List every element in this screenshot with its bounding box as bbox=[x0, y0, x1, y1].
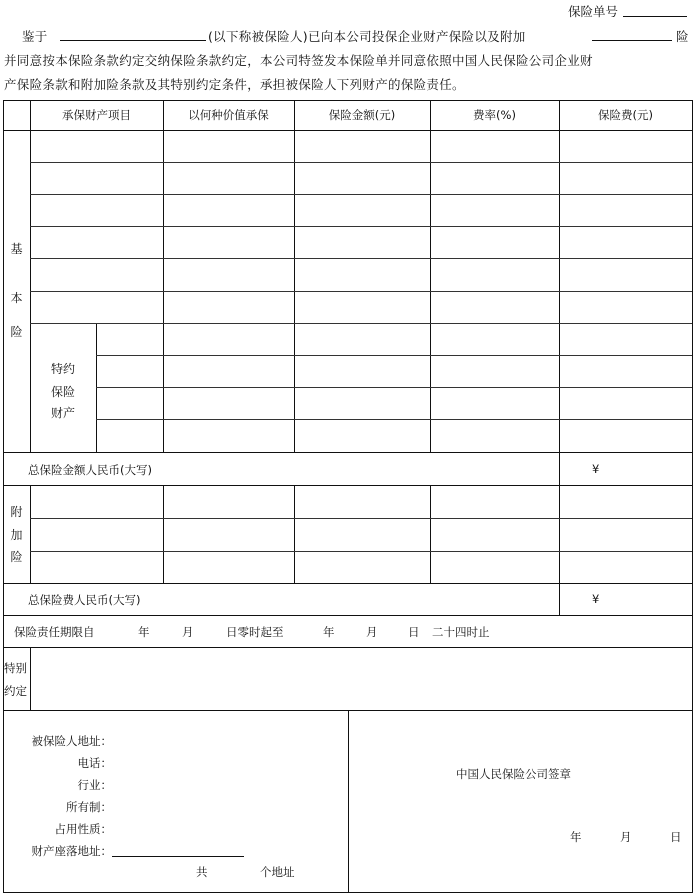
col-line-1 bbox=[163, 100, 164, 452]
header-row-bottom bbox=[3, 130, 692, 131]
table-border-right bbox=[692, 100, 693, 893]
address-count-label: 个地址 bbox=[260, 865, 295, 879]
basic-row-line bbox=[30, 323, 692, 324]
additional-label-1: 附 bbox=[10, 505, 23, 519]
additional-label-2: 加 bbox=[10, 528, 23, 542]
basic-row-line bbox=[30, 226, 692, 227]
col-line-3 bbox=[430, 100, 431, 452]
basic-label-2: 本 bbox=[10, 291, 23, 305]
total-count-label: 共 bbox=[196, 865, 208, 879]
basic-row-line bbox=[30, 194, 692, 195]
insured-address-label: 被保险人地址： bbox=[31, 734, 112, 748]
total-premium-row-bottom bbox=[3, 615, 692, 616]
ownership-label: 所有制： bbox=[66, 800, 112, 814]
footer-divider bbox=[348, 710, 349, 892]
basic-label-3: 险 bbox=[10, 325, 23, 339]
col-header-insured-amount: 保险金额(元) bbox=[328, 108, 396, 122]
period-month2: 月 bbox=[366, 625, 378, 639]
special-label-3: 财产 bbox=[50, 406, 75, 420]
total-premium-divider bbox=[559, 583, 560, 615]
property-location-label: 财产座落地址： bbox=[31, 844, 112, 858]
basic-row-line bbox=[30, 258, 692, 259]
table-top-border bbox=[3, 100, 692, 101]
total-premium-label: 总保险费人民币(大写) bbox=[28, 593, 141, 607]
table-bottom-border bbox=[3, 892, 692, 893]
additional-insurance-blank[interactable] bbox=[592, 40, 672, 41]
basic-section-bottom bbox=[3, 452, 692, 453]
period-month1: 月 bbox=[182, 625, 194, 639]
col-header-value-basis: 以何种价值承保 bbox=[188, 108, 269, 122]
property-location-blank[interactable] bbox=[112, 856, 244, 857]
table-border-left bbox=[3, 100, 4, 893]
total-premium-yen: ¥ bbox=[592, 592, 600, 606]
col-header-premium: 保险费(元) bbox=[598, 108, 653, 122]
intro-line3: 产保险条款和附加险条款及其特别约定条件，承担被保险人下列财产的保险责任。 bbox=[4, 77, 465, 92]
special-label-2: 保险 bbox=[50, 385, 75, 399]
period-year1: 年 bbox=[138, 625, 150, 639]
special-row-line bbox=[96, 387, 692, 388]
insured-name-blank[interactable] bbox=[60, 40, 206, 41]
special-label-1: 特约 bbox=[50, 362, 75, 376]
special-row-line bbox=[96, 419, 692, 420]
total-insured-yen: ¥ bbox=[592, 462, 600, 476]
add-col-line-0 bbox=[30, 485, 31, 583]
add-col-line-1 bbox=[163, 485, 164, 583]
period-year2: 年 bbox=[323, 625, 335, 639]
col-line-2 bbox=[294, 100, 295, 452]
policy-number-field[interactable] bbox=[623, 16, 687, 17]
policy-number-label: 保险单号 bbox=[568, 4, 619, 19]
seal-year: 年 bbox=[570, 830, 582, 844]
col-line-4 bbox=[559, 100, 560, 452]
special-terms-label-2: 约定 bbox=[4, 684, 27, 698]
seal-day: 日 bbox=[670, 830, 682, 844]
period-start-label: 保险责任期限自 bbox=[14, 625, 95, 639]
intro-line1-end: 险 bbox=[676, 29, 689, 44]
intro-line2: 并同意按本保险条款约定交纳保险条款约定，本公司特签发本保险单并同意依照中国人民保险公司企业财 bbox=[4, 53, 593, 68]
period-day2: 日 bbox=[408, 625, 420, 639]
col-header-rate: 费率(%) bbox=[473, 108, 516, 122]
seal-month: 月 bbox=[620, 830, 632, 844]
add-row-line bbox=[30, 518, 692, 519]
add-col-line-3 bbox=[430, 485, 431, 583]
intro-whereas: 鉴于 bbox=[22, 29, 48, 44]
phone-label: 电话： bbox=[77, 756, 112, 770]
additional-label-3: 险 bbox=[10, 550, 23, 564]
industry-label: 行业： bbox=[77, 778, 112, 792]
total-insured-label: 总保险金额人民币(大写) bbox=[28, 463, 152, 477]
additional-section-bottom bbox=[3, 583, 692, 584]
col-header-item: 承保财产项目 bbox=[62, 108, 131, 122]
company-seal-label: 中国人民保险公司签章 bbox=[456, 767, 571, 781]
period-row-bottom bbox=[3, 647, 692, 648]
add-col-line-4 bbox=[559, 485, 560, 583]
add-col-line-2 bbox=[294, 485, 295, 583]
add-row-line bbox=[30, 551, 692, 552]
special-terms-label-1: 特别 bbox=[4, 661, 27, 675]
total-insured-row-bottom bbox=[3, 485, 692, 486]
basic-label-1: 基 bbox=[10, 242, 23, 256]
special-row-line bbox=[96, 355, 692, 356]
period-end-label: 二十四时止 bbox=[432, 625, 490, 639]
period-day1: 日零时起至 bbox=[226, 625, 284, 639]
basic-row-line bbox=[30, 162, 692, 163]
total-insured-divider bbox=[559, 452, 560, 485]
intro-line1: (以下称被保险人)已向本公司投保企业财产保险以及附加 bbox=[208, 29, 526, 44]
special-terms-divider bbox=[30, 647, 31, 710]
occupancy-label: 占用性质： bbox=[54, 822, 112, 836]
basic-row-line bbox=[30, 291, 692, 292]
